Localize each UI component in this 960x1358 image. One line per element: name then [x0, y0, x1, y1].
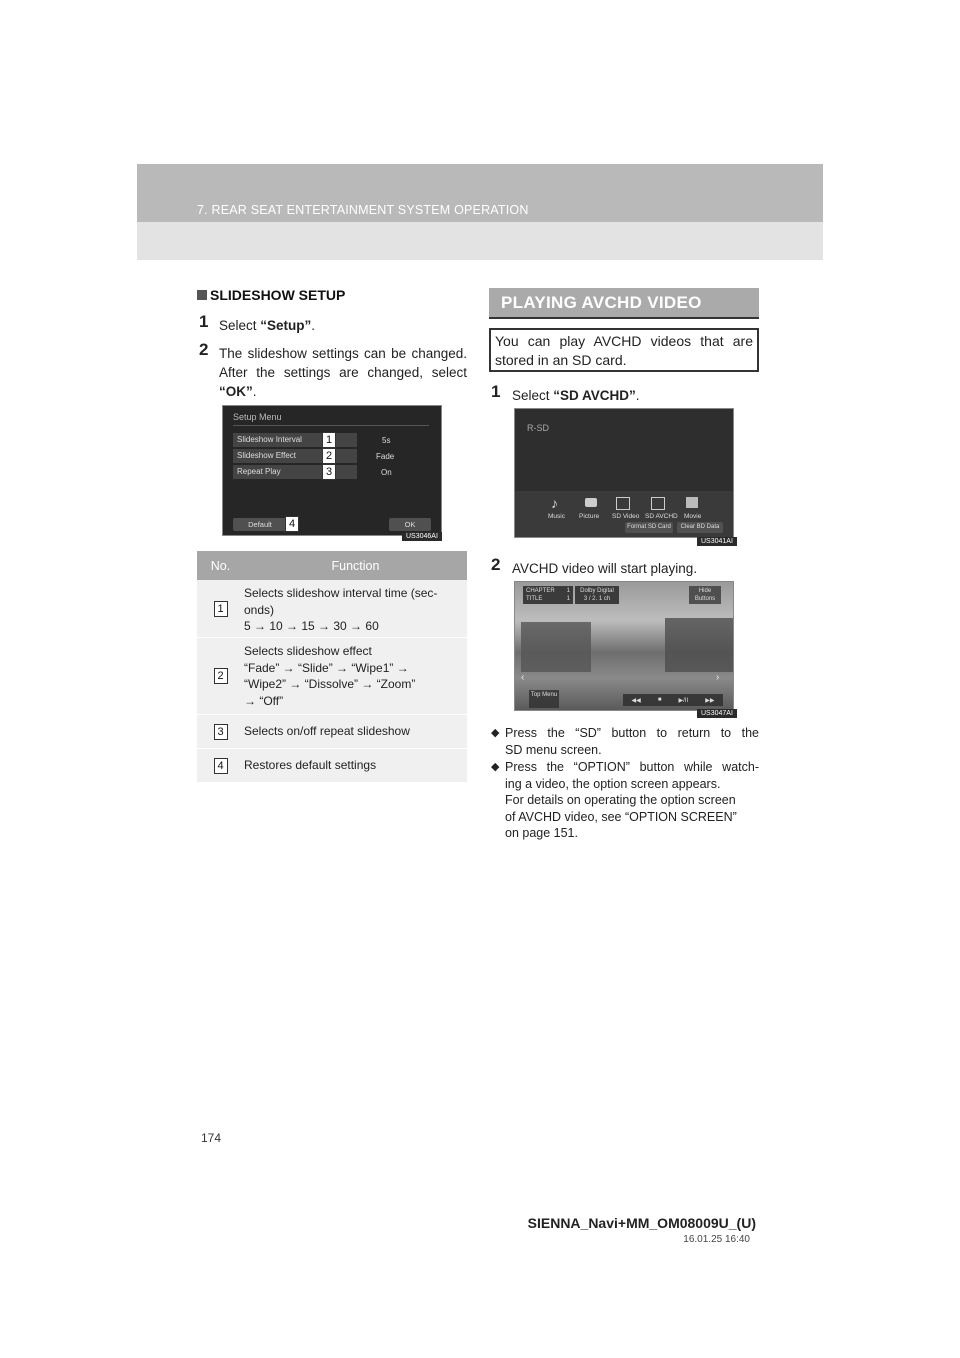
- screen-title: Setup Menu: [233, 412, 282, 422]
- step-text: Select: [512, 388, 554, 403]
- fast-forward-icon: ▶▶: [705, 697, 715, 704]
- menu-item-sd-video: SD Video: [612, 513, 640, 520]
- hide-buttons-button: Hide Buttons: [689, 586, 721, 604]
- step-text: .: [311, 318, 316, 333]
- column-header-no: No.: [210, 558, 231, 573]
- chapter-line: [526, 587, 570, 595]
- table-row: [197, 638, 467, 715]
- number-box: 1: [214, 601, 228, 617]
- play-pause-icon: ▶/II: [678, 697, 689, 704]
- function-cell: [244, 638, 467, 714]
- print-date: 16.01.25 16:40: [683, 1234, 750, 1245]
- info-box: You can play AVCHD videos that are stored in an SD card.: [489, 328, 759, 372]
- menu-item-music: Music: [548, 513, 565, 520]
- bullet-line: For details on operating the option screen: [505, 793, 736, 807]
- function-line: Selects on/off repeat slideshow: [244, 724, 410, 738]
- menu-item-movie: Movie: [684, 513, 702, 520]
- step-number: 2: [491, 555, 501, 574]
- function-line: 5 → 10 → 15 → 30 → 60: [244, 619, 379, 633]
- callout-1: 1: [322, 432, 336, 448]
- bullet-item: [491, 725, 759, 758]
- section-underline: [489, 317, 759, 319]
- function-line: Selects slideshow effect: [244, 644, 372, 658]
- step-text: Select: [219, 318, 261, 333]
- music-note-icon: ♪: [551, 495, 558, 511]
- step-1-text: [512, 386, 640, 405]
- title-line: [526, 595, 570, 603]
- slideshow-setup-heading: [197, 287, 345, 303]
- image-code: US3047AI: [697, 709, 737, 718]
- number-box: 4: [214, 758, 228, 774]
- row-number-cell: [197, 580, 244, 637]
- setup-menu-screenshot: [222, 405, 442, 536]
- building-left: [521, 622, 591, 672]
- step-keyword: “Setup”: [260, 318, 312, 333]
- playback-controls: [623, 694, 723, 706]
- video-playback-screenshot: [514, 581, 734, 711]
- function-cell: [244, 749, 467, 782]
- step-number: 1: [491, 382, 501, 401]
- function-line: onds): [244, 602, 275, 617]
- bullet-line: Press the “OPTION” button while watch-: [505, 760, 759, 774]
- building-right: [665, 618, 734, 672]
- section-header: 7. REAR SEAT ENTERTAINMENT SYSTEM OPERATION: [197, 203, 529, 217]
- step-keyword: “SD AVCHD”: [553, 388, 636, 403]
- step-text: .: [635, 388, 640, 403]
- stop-icon: ■: [657, 697, 662, 703]
- table-row: [197, 580, 467, 638]
- row-number-cell: [197, 749, 244, 782]
- function-line: → “Off”: [244, 693, 284, 708]
- number-box: 2: [214, 668, 228, 684]
- function-line: “Fade” → “Slide” → “Wipe1” →: [244, 660, 409, 675]
- chevron-left-icon: ‹: [521, 672, 525, 683]
- setting-value: Fade: [376, 452, 395, 461]
- function-cell: [244, 715, 467, 748]
- step-1-text: [219, 316, 315, 335]
- function-line: “Wipe2” → “Dissolve” → “Zoom”: [244, 677, 416, 691]
- step-number: 2: [199, 340, 209, 359]
- menu-item-sd-avchd: SD AVCHD: [645, 513, 678, 520]
- title-label: TITLE: [526, 596, 543, 602]
- audio-format: Dolby Digital: [580, 588, 614, 594]
- function-cell: [244, 580, 467, 637]
- bullet-line: of AVCHD video, see “OPTION SCREEN”: [505, 809, 737, 824]
- bullet-line: on page 151.: [505, 826, 578, 840]
- ok-button: OK: [389, 518, 431, 531]
- table-header: [197, 551, 467, 580]
- top-menu-button: Top Menu: [529, 690, 559, 708]
- setting-value: On: [381, 468, 392, 477]
- chapter-value: 1: [566, 588, 570, 594]
- image-code: US3046AI: [402, 532, 442, 541]
- callout-2: 2: [322, 448, 336, 464]
- number-box: 3: [214, 724, 228, 740]
- step-keyword: “OK”: [219, 384, 253, 399]
- audio-box: [575, 586, 619, 604]
- sd-menu-screenshot: [514, 408, 734, 538]
- function-line: Selects slideshow interval time (sec-: [244, 586, 438, 600]
- sd-avchd-icon: [651, 497, 665, 510]
- chevron-right-icon: ›: [716, 672, 720, 683]
- default-button: Default: [233, 518, 287, 531]
- callout-4: 4: [285, 516, 299, 532]
- step-text: The slideshow settings can be changed. After the settings are changed, select: [219, 346, 467, 380]
- table-row: [197, 749, 467, 783]
- page-number: 174: [201, 1131, 222, 1145]
- callout-3: 3: [322, 464, 336, 480]
- screen-title: R-SD: [527, 423, 549, 433]
- image-code: US3041AI: [697, 537, 737, 546]
- column-header-function: Function: [331, 558, 380, 573]
- step-2-text: [219, 344, 467, 401]
- function-line: Restores default settings: [244, 758, 377, 772]
- header-subband: [137, 222, 823, 260]
- menu-item-picture: Picture: [579, 513, 600, 520]
- bullet-line: ing a video, the option screen appears.: [505, 776, 721, 791]
- audio-channels: 3 / 2. 1 ch: [583, 596, 611, 602]
- bullet-line: SD menu screen.: [505, 742, 602, 757]
- diamond-bullet-icon: ◆: [491, 761, 500, 773]
- setting-row-label: Slideshow Interval: [233, 433, 357, 447]
- row-number-cell: [197, 715, 244, 748]
- document-id: SIENNA_Navi+MM_OM08009U_(U): [527, 1215, 756, 1231]
- heading-text: SLIDESHOW SETUP: [210, 287, 346, 303]
- rewind-icon: ◀◀: [631, 697, 641, 704]
- setting-row-label: Slideshow Effect: [233, 449, 357, 463]
- sd-video-icon: [616, 497, 630, 510]
- table-row: [197, 715, 467, 749]
- chapter-title-box: [523, 586, 573, 604]
- bullet-item: [491, 759, 759, 842]
- setting-row-label: Repeat Play: [233, 465, 357, 479]
- chapter-label: CHAPTER: [526, 588, 555, 594]
- setting-value: 5s: [382, 436, 391, 445]
- divider: [233, 425, 429, 426]
- diamond-bullet-icon: ◆: [491, 727, 500, 739]
- step-2-text: AVCHD video will start playing.: [512, 561, 698, 576]
- camera-icon: [585, 498, 597, 507]
- format-sd-card-button: Format SD Card: [625, 522, 673, 533]
- bullet-line: Press the “SD” button to return to the: [505, 726, 759, 740]
- function-table: [197, 551, 467, 783]
- title-value: 1: [566, 596, 570, 602]
- clear-bd-data-button: Clear BD Data: [677, 522, 723, 533]
- section-title: PLAYING AVCHD VIDEO: [489, 288, 759, 317]
- movie-icon: [686, 497, 698, 508]
- square-bullet-icon: [197, 290, 207, 300]
- step-text: .: [252, 384, 257, 399]
- step-number: 1: [199, 312, 209, 331]
- row-number-cell: [197, 638, 244, 714]
